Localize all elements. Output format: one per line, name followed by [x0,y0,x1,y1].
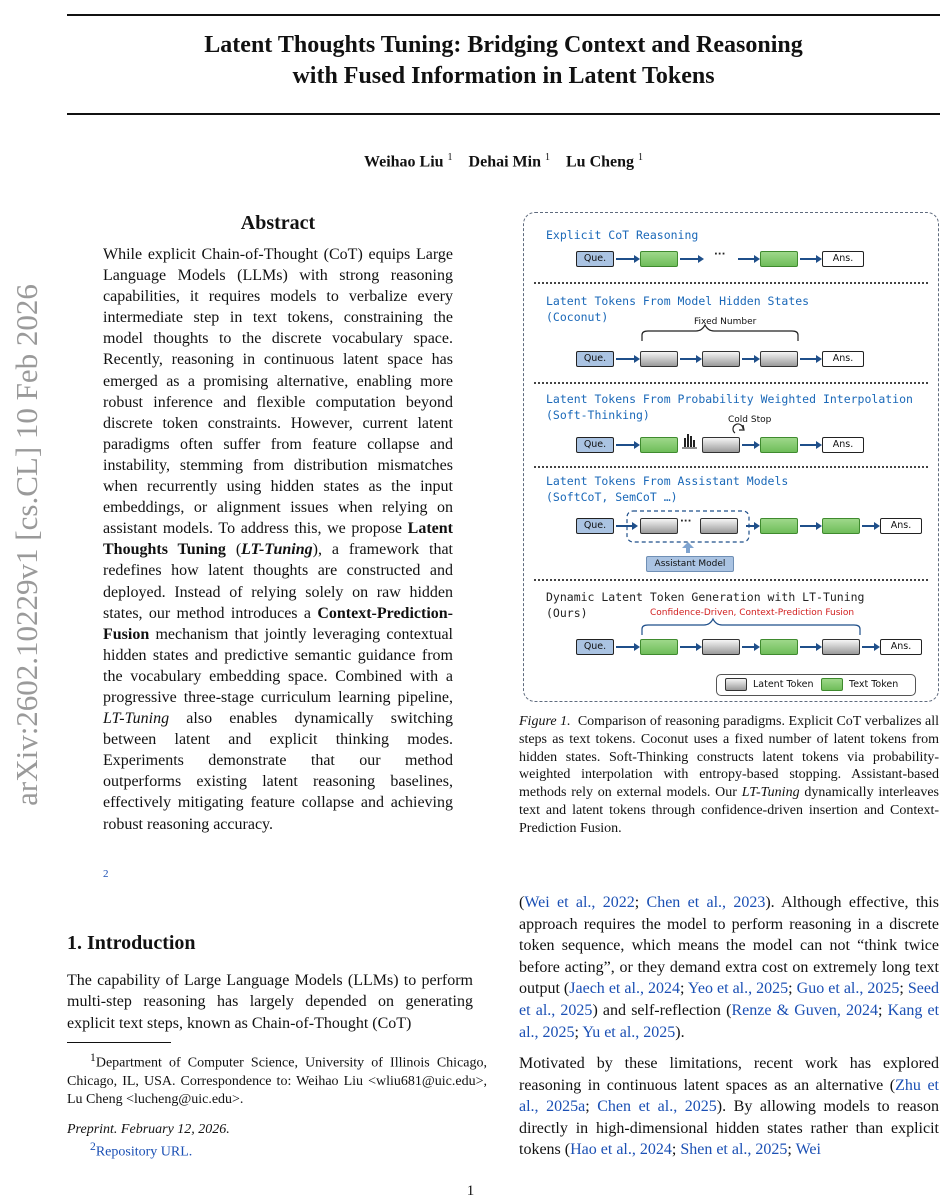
answer-token: Ans. [822,351,864,367]
footnote-text: Department of Computer Science, University of Illinois Chicago, Chicago, IL, USA. Correspondence to: Weihao Liu <wliu681@uic.edu>, Lu Cheng <lucheng@uic.edu>. [67,1055,487,1107]
body-text: ; [899,980,908,998]
abstract-text: ), a framework that redefines how latent thoughts are constructed and deployed. Instead of relying solely on raw hidden states, our method introduces a [103,541,454,622]
question-token: Que. [576,437,614,453]
abstract-body: While explicit Chain-of-Thought (CoT) equips Large Language Models (LLMs) with strong reasoning capabilities, it requires models to verbalize every intermediate step in text tokens, constraining the model thoughts to the discrete vocabulary space. Recently, reasoning in continuous latent space has emerged as a promising alternative, enabling more robust inference and flexible computation beyond discrete token constraints. However, current latent paradigms often suffer from feature collapse and instability, stemming from distribution mismatches when recurrently using hidden states as the input embeddings, or alignment issues when relying on assistant models. To address this, we propose Latent Thoughts Tuning (LT-Tuning), a framework that redefines how latent thoughts are constructed and deployed. Instead of relying solely on raw hidden states, our method introduces a Context-Prediction-Fusion mechanism that jointly leveraging contextual hidden states and predictive semantic guidance from the vocabulary embedding space. Combined with a progressive three-stage curriculum learning pipeline, LT-Tuning also enables dynamically switching between latent and explicit thinking modes. Experiments demonstrate that our method outperforms existing latent reasoning baselines, effectively mitigating feature collapse and achieving robust reasoning accuracy. [103,246,454,833]
figure-caption [519,713,939,838]
author-affiliation: 1 [545,152,550,163]
figure-section-title: Latent Tokens From Model Hidden States (Coconut) [546,294,810,324]
author-affiliation: 1 [638,152,644,163]
author-name: Lu Cheng [566,153,635,171]
author-list [67,152,940,171]
cold-stop-label: Cold Stop [728,415,772,425]
body-text: Motivated by these limitations, recent work has explored reasoning in continuous latent spaces as an alternative ( [519,1055,939,1094]
body-text: ; [574,1023,583,1041]
body-text: ; [680,980,688,998]
figure-decorations [524,213,940,703]
figure-section-title: Latent Tokens From Assistant Models (SoftCoT, SemCoT …) [546,474,789,504]
citation-link[interactable]: Renze & Guven, 2024 [731,1001,879,1019]
paper-title [67,30,940,92]
footnote-link-2[interactable]: 2 [103,868,109,880]
question-token: Que. [576,351,614,367]
arxiv-identifier: arXiv:2602.10229v1 [cs.CL] 10 Feb 2026 [9,284,44,806]
fusion-label: Confidence-Driven, Context-Prediction Fusion [650,608,855,618]
body-text: ). Although effective, this approach requires the model to perform reasoning in a discrete token sequence, which means the model can not “think twice before acting”, or they demand extra cost on extremely long text output ( [519,894,939,998]
title-line-1: Latent Thoughts Tuning: Bridging Context and Reasoning [204,32,803,58]
citation-link[interactable]: Zhu et al., 2025a [519,1076,939,1116]
author-affiliation: 1 [447,152,453,163]
citation-link[interactable]: Chen et al., 2023 [646,894,766,911]
legend-text-label: Text Token [849,679,899,690]
body-text: ; [671,1141,681,1159]
footnote-affiliation [67,1049,487,1109]
ellipsis: ··· [680,516,692,527]
top-rule [67,14,940,16]
caption-text: Comparison of reasoning paradigms. Explicit CoT verbalizes all steps as text tokens. Coconut uses a fixed number of latent tokens from hidden states. Soft-Thinking constructs latent tokens via probability-weighted interpolation with entropy-based stopping. Assistant-based methods rely on external models. Our [519,714,939,801]
method-acronym: LT-Tuning [241,541,313,559]
citation-link[interactable]: Wei [795,1141,821,1159]
citation-link[interactable]: Hao et al., 2024 [570,1141,672,1159]
body-text: ; [878,1001,888,1019]
method-name: Latent Thoughts Tuning [103,520,453,559]
preprint-note: Preprint. February 12, 2026. [67,1122,230,1137]
question-token: Que. [576,251,614,267]
intro-paragraph: The capability of Large Language Models (LLMs) to perform multi-step reasoning has largely depended on generating explicit text steps, known as Chain-of-Thought (CoT) [67,972,473,1032]
ellipsis: ··· [714,249,726,260]
citation-link[interactable]: Chen et al., 2025 [597,1098,717,1116]
body-paragraph [519,1053,939,1161]
fixed-number-label: Fixed Number [694,317,757,327]
title-bottom-rule [67,113,940,115]
body-text: ; [634,894,647,911]
footnote-repository [67,1140,192,1161]
author-name: Weihao Liu [363,153,444,171]
answer-token: Ans. [822,251,864,267]
citation-link[interactable]: Seed et al., 2025 [519,980,939,1019]
body-text: ; [787,1141,796,1159]
figure-1 [523,212,939,702]
section-heading: 1. Introduction [67,932,196,954]
repository-link[interactable]: Repository URL. [95,1144,193,1160]
body-text: ). [675,1023,685,1041]
body-paragraph [519,892,939,1043]
body-text: ). By allowing models to reason directly in high-dimensional hidden states rather than explicit tokens ( [519,1098,939,1159]
loop-icon [733,424,744,433]
question-token: Que. [576,639,614,655]
citation-link[interactable]: Wei et al., 2022 [524,894,635,911]
probability-bars-icon [682,434,697,448]
figure-section-title: Latent Tokens From Probability Weighted Interpolation (Soft-Thinking) [546,392,913,422]
assistant-model-box: Assistant Model [646,556,734,572]
citation-link[interactable]: Jaech et al., 2024 [569,980,680,998]
footnote-divider [67,1042,171,1043]
page-number: 1 [466,1183,475,1199]
figure-section-title: Dynamic Latent Token Generation with LT-Tuning (Ours) [546,590,865,620]
answer-token: Ans. [880,518,922,534]
citation-link[interactable]: Kang et al., 2025 [519,1001,940,1041]
footnote-mark: 1 [90,1051,96,1064]
citation-link[interactable]: Yeo et al., 2025 [687,980,789,998]
method-acronym: LT-Tuning [103,710,170,728]
citation-link[interactable]: Shen et al., 2025 [680,1141,788,1159]
footnote-mark: 2 [90,1140,96,1153]
citation-link[interactable]: Guo et al., 2025 [796,980,900,998]
body-text: ) and self-reflection ( [592,1001,732,1019]
mechanism-name: Context-Prediction-Fusion [103,604,453,643]
abstract-text: While explicit Chain-of-Thought (CoT) equips Large Language Models (LLMs) with strong reasoning capabilities, it requires models to verbalize every intermediate step in text tokens, constraining the model thoughts to the discrete vocabulary space. Recently, reasoning in continuous latent space has emerged as a promising alternative, enabling more robust inference and flexible computation beyond discrete token constraints. However, current latent paradigms often suffer from feature collapse and instability, stemming from distribution mismatches when recurrently using hidden states as the input embeddings, or alignment issues when relying on assistant models. To address this, we propose [103,246,453,538]
figure-section-title: Explicit CoT Reasoning [546,228,699,242]
legend-latent-label: Latent Token [753,679,814,690]
abstract-heading: Abstract [240,212,316,234]
abstract-text: mechanism that jointly leveraging contextual hidden states and predictive semantic guidance from the vocabulary embedding space. Combined with a progressive three-stage curriculum learning pipeline, [103,625,453,706]
citation-link[interactable]: Yu et al., 2025 [582,1023,676,1041]
answer-token: Ans. [880,639,922,655]
question-token: Que. [576,518,614,534]
answer-token: Ans. [822,437,864,453]
body-text: ; [788,980,797,998]
body-text: ( [519,894,525,911]
method-acronym: LT-Tuning [741,785,800,801]
caption-text: dynamically interleaves text and latent tokens through confidence-driven insertion and Context-Prediction Fusion. [519,785,939,836]
author-name: Dehai Min [468,153,541,171]
caption-label: Figure 1. [519,714,571,729]
title-line-2: with Fused Information in Latent Tokens [292,63,715,89]
body-text: ; [585,1098,598,1116]
abstract-text: also enables dynamically switching between latent and explicit thinking modes. Experiments demonstrate that our method outperforms existing latent reasoning baselines, effectively mitigating feature collapse and achieving robust reasoning accuracy. [103,710,453,833]
